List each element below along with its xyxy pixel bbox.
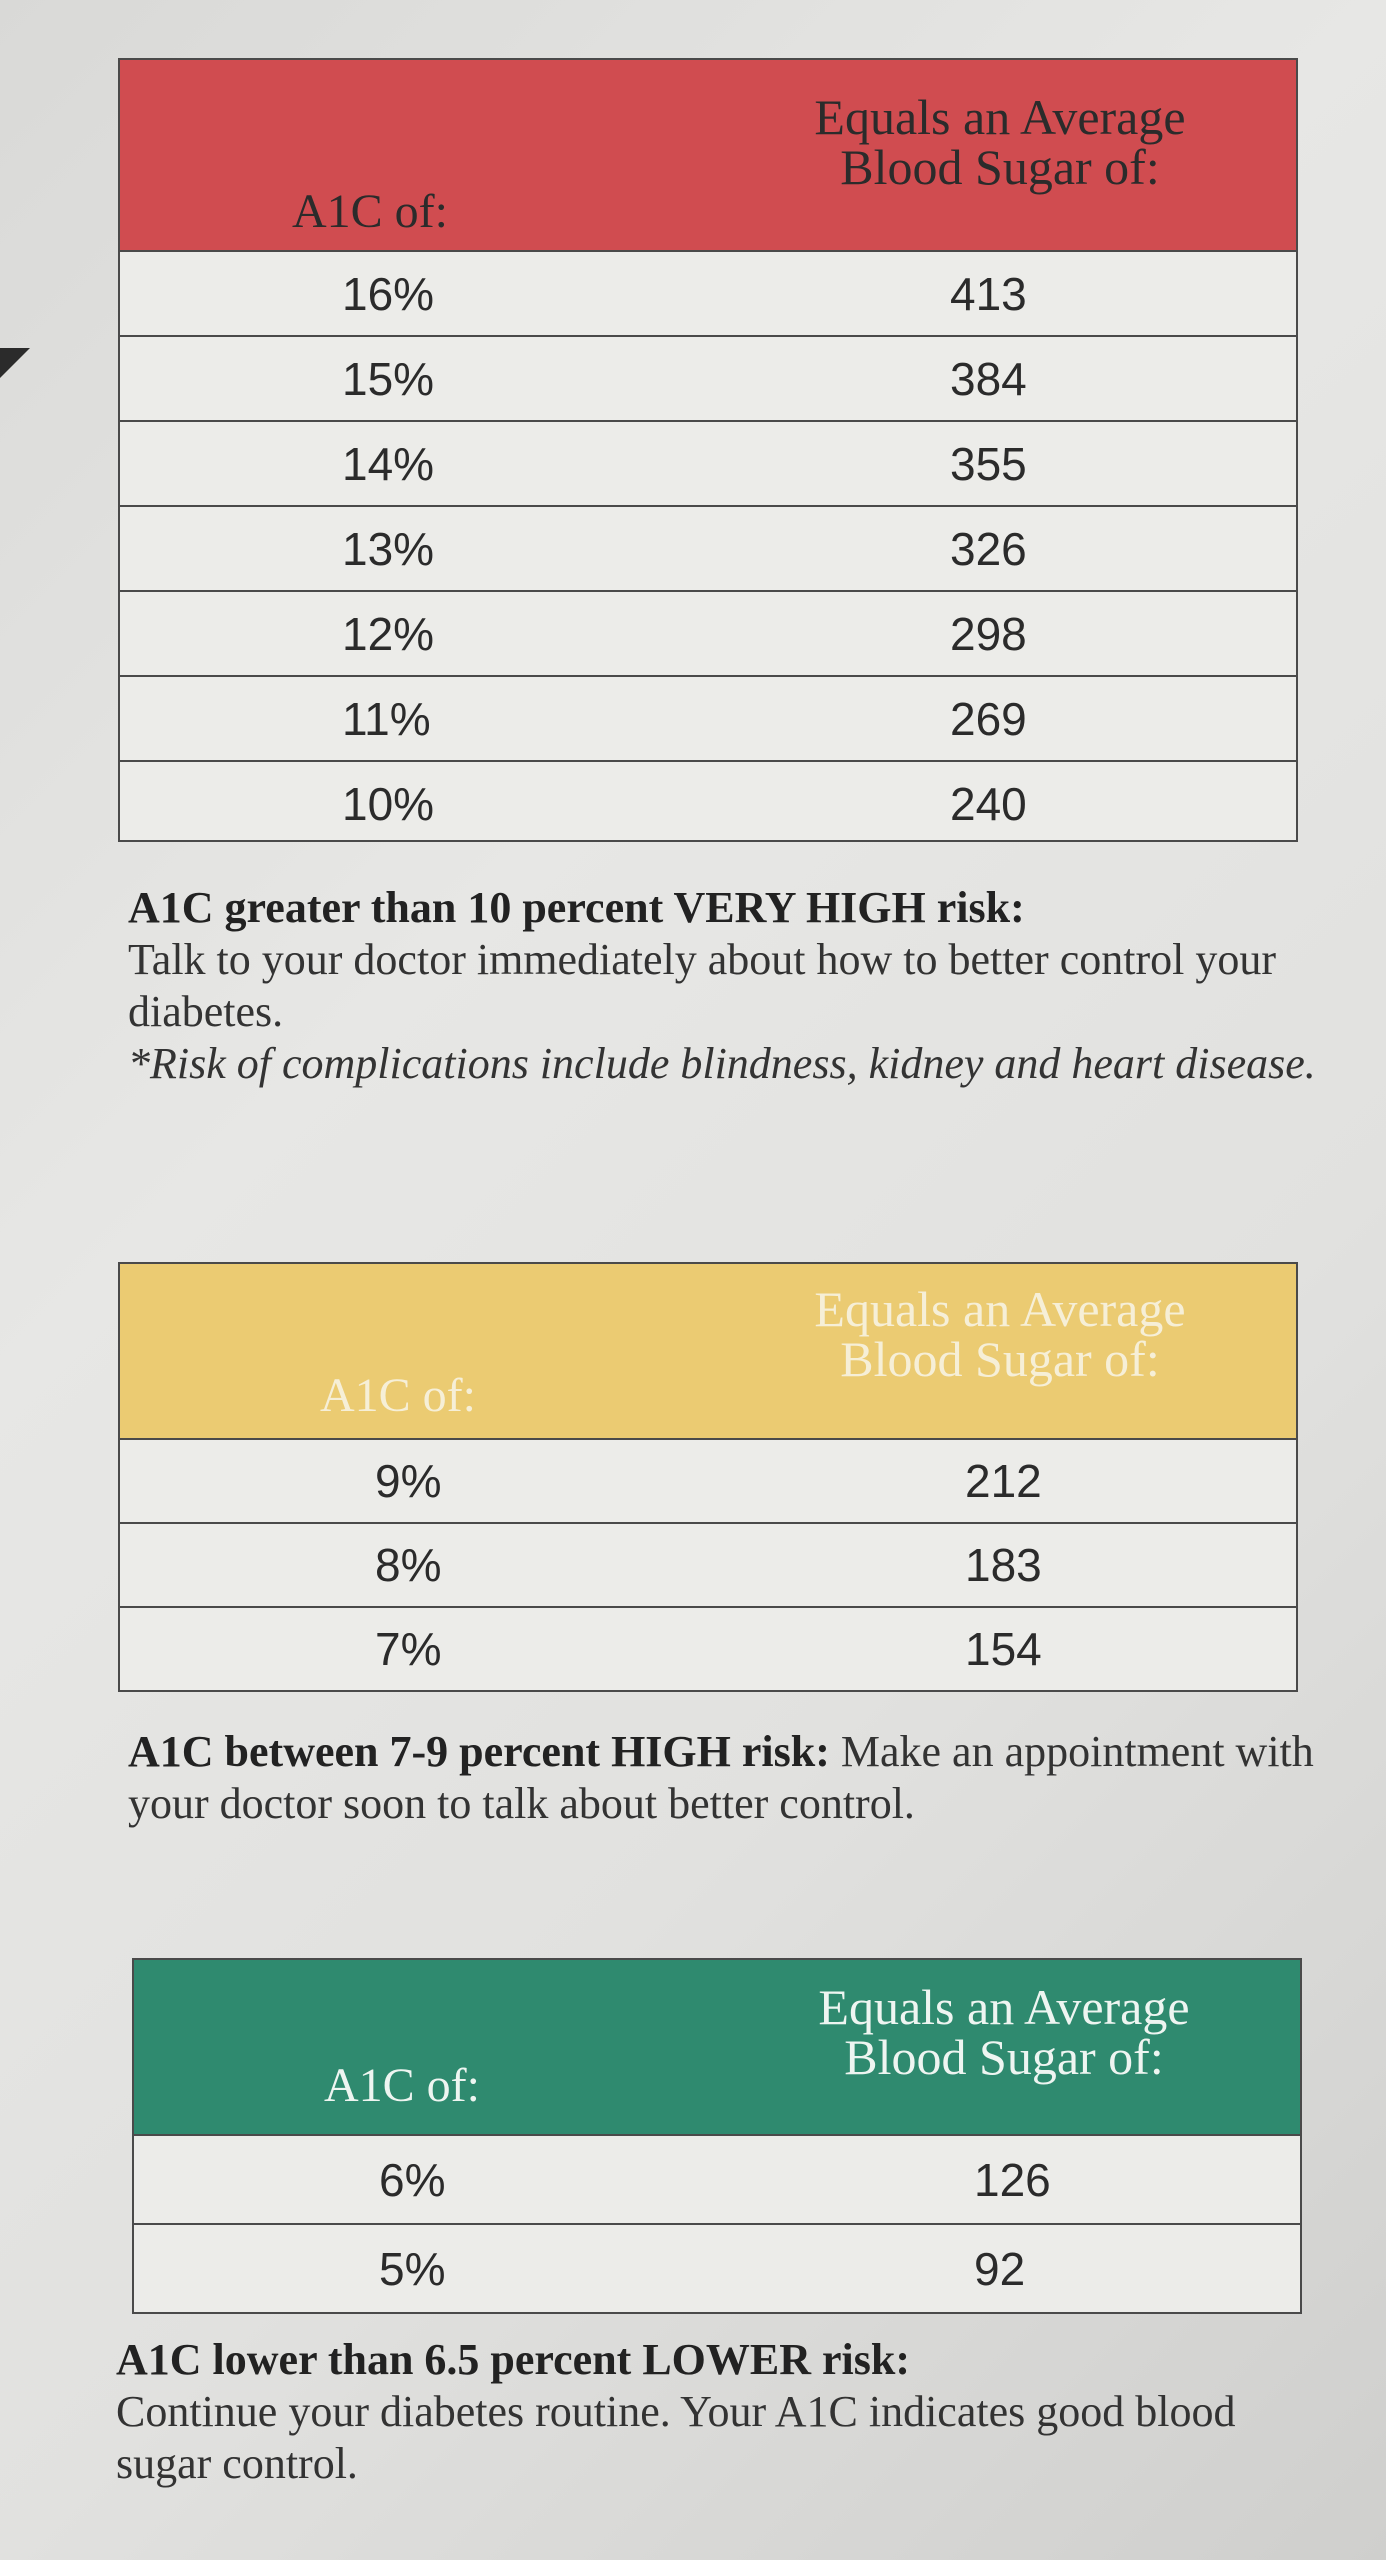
risk-heading: A1C between 7-9 percent HIGH risk:	[128, 1727, 830, 1776]
blood-sugar-value: 183	[965, 1539, 1042, 1591]
a1c-value: 13%	[342, 522, 435, 575]
risk-body: Continue your diabetes routine. Your A1C indicates good blood sugar control.	[116, 2387, 1236, 2488]
table-header	[120, 1264, 1296, 1438]
a1c-value: 5%	[379, 2242, 446, 2295]
header-average-line1: Equals an Average	[814, 1281, 1186, 1337]
a1c-value: 10%	[342, 777, 435, 830]
a1c-value: 7%	[375, 1623, 442, 1675]
high-risk-description	[128, 1726, 1328, 1830]
header-average-line1: Equals an Average	[814, 89, 1186, 145]
risk-heading: A1C greater than 10 percent VERY HIGH risk:	[128, 883, 1025, 932]
risk-body: Talk to your doctor immediately about how to better control your diabetes.	[128, 935, 1276, 1036]
a1c-value: 6%	[379, 2153, 446, 2206]
a1c-value: 16%	[342, 267, 435, 320]
header-average-line2: Blood Sugar of:	[844, 2029, 1164, 2085]
lower-risk-description	[116, 2334, 1336, 2490]
a1c-value: 15%	[342, 352, 435, 405]
header-average-line2: Blood Sugar of:	[840, 1331, 1160, 1387]
blood-sugar-value: 298	[950, 607, 1027, 660]
table-header	[134, 1960, 1300, 2134]
very-high-risk-description	[128, 882, 1328, 1090]
header-average-label	[724, 1979, 1284, 2085]
a1c-value: 11%	[342, 692, 431, 745]
blood-sugar-value: 326	[950, 522, 1027, 575]
header-average-line2: Blood Sugar of:	[840, 139, 1160, 195]
risk-note: *Risk of complications include blindness, kidney and heart disease.	[128, 1039, 1316, 1088]
table-row	[120, 760, 1296, 845]
table-row	[120, 1522, 1296, 1606]
table-row	[134, 2134, 1300, 2223]
blood-sugar-value: 154	[965, 1623, 1042, 1675]
header-a1c-label: A1C of:	[324, 2059, 480, 2112]
lower-risk-table	[132, 1958, 1302, 2314]
a1c-value: 12%	[342, 607, 435, 660]
header-a1c-label: A1C of:	[320, 1369, 476, 1422]
table-row	[120, 505, 1296, 590]
blood-sugar-value: 384	[950, 352, 1027, 405]
blood-sugar-value: 269	[950, 692, 1027, 745]
a1c-value: 14%	[342, 437, 435, 490]
table-row	[120, 590, 1296, 675]
high-risk-table	[118, 1262, 1298, 1692]
table-row	[120, 250, 1296, 335]
risk-body: Make an appointment with your doctor soon to talk about better control.	[128, 1727, 1314, 1828]
header-average-label	[720, 1281, 1280, 1387]
header-average-label	[720, 89, 1280, 195]
blood-sugar-value: 413	[950, 267, 1027, 320]
a1c-value: 8%	[375, 1539, 442, 1591]
table-row	[120, 1606, 1296, 1690]
table-row	[120, 420, 1296, 505]
table-row	[120, 335, 1296, 420]
header-average-line1: Equals an Average	[818, 1979, 1190, 2035]
table-row	[134, 2223, 1300, 2312]
risk-heading: A1C lower than 6.5 percent LOWER risk:	[116, 2335, 911, 2384]
blood-sugar-value: 240	[950, 777, 1027, 830]
blood-sugar-value: 92	[974, 2242, 1026, 2295]
table-row	[120, 1438, 1296, 1522]
table-header	[120, 60, 1296, 250]
page-edge-mark	[0, 348, 30, 378]
very-high-risk-table	[118, 58, 1298, 842]
table-row	[120, 675, 1296, 760]
a1c-value: 9%	[375, 1455, 442, 1507]
header-a1c-label: A1C of:	[292, 185, 448, 238]
blood-sugar-value: 126	[974, 2153, 1051, 2206]
blood-sugar-value: 355	[950, 437, 1027, 490]
blood-sugar-value: 212	[965, 1455, 1042, 1507]
